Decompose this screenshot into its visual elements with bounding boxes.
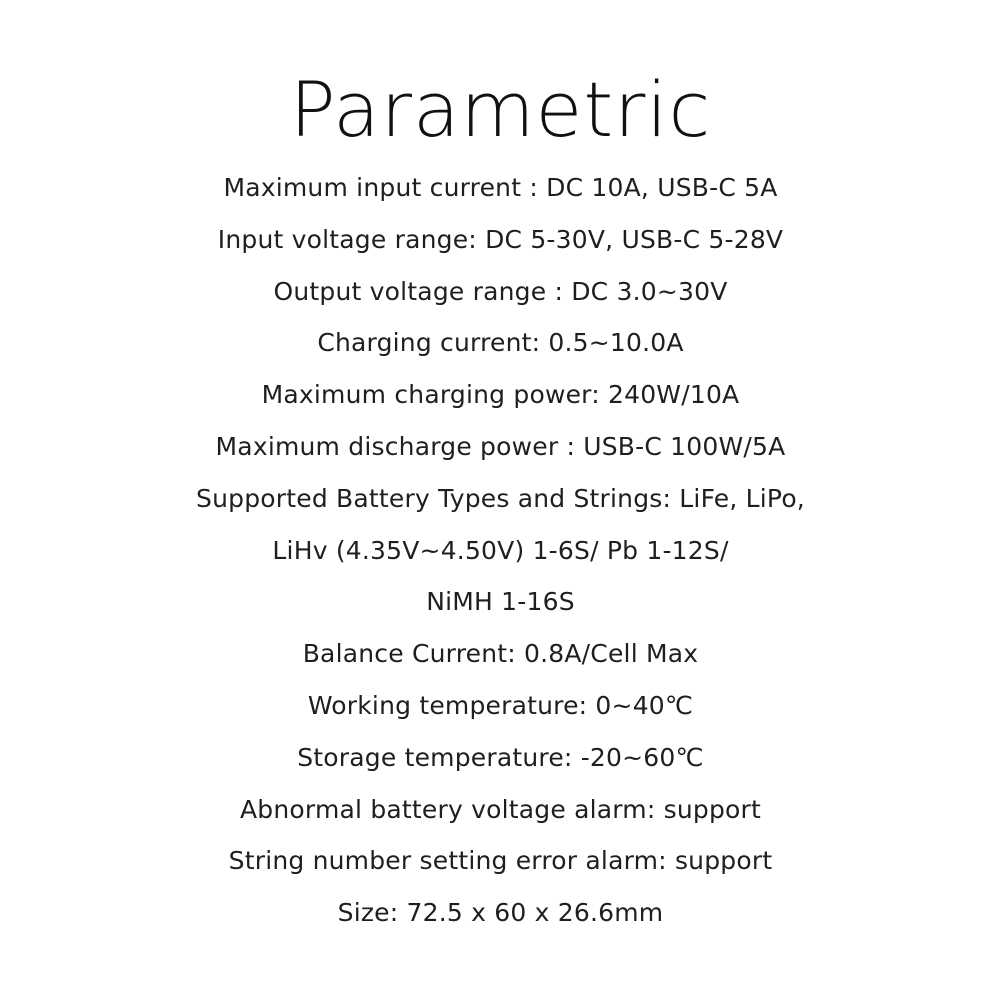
- spec-max-discharge-power: Maximum discharge power : USB-C 100W/5A: [215, 431, 786, 461]
- spec-output-voltage-range: Output voltage range : DC 3.0~30V: [273, 276, 728, 306]
- spec-input-voltage-range: Input voltage range: DC 5-30V, USB-C 5-28V: [217, 224, 784, 254]
- spec-battery-types-line-3: NiMH 1-16S: [426, 587, 575, 617]
- spec-max-charging-power: Maximum charging power: 240W/10A: [261, 380, 740, 410]
- spec-list: [0, 162, 1001, 939]
- spec-balance-current: Balance Current: 0.8A/Cell Max: [302, 639, 699, 669]
- spec-charging-current: Charging current: 0.5~10.0A: [317, 328, 684, 358]
- spec-voltage-alarm: Abnormal battery voltage alarm: support: [240, 794, 761, 824]
- spec-storage-temperature: Storage temperature: -20~60℃: [297, 742, 704, 772]
- spec-battery-types-line-2: LiHv (4.35V~4.50V) 1-6S/ Pb 1-12S/: [272, 535, 729, 565]
- spec-string-error-alarm: String number setting error alarm: support: [228, 846, 773, 876]
- spec-battery-types-line-1: Supported Battery Types and Strings: LiFe, LiPo,: [196, 483, 805, 513]
- spec-working-temperature: Working temperature: 0~40℃: [307, 690, 694, 720]
- page-title: Parametric: [289, 65, 712, 154]
- spec-size: Size: 72.5 x 60 x 26.6mm: [337, 898, 664, 928]
- spec-max-input-current: Maximum input current : DC 10A, USB-C 5A: [223, 173, 778, 202]
